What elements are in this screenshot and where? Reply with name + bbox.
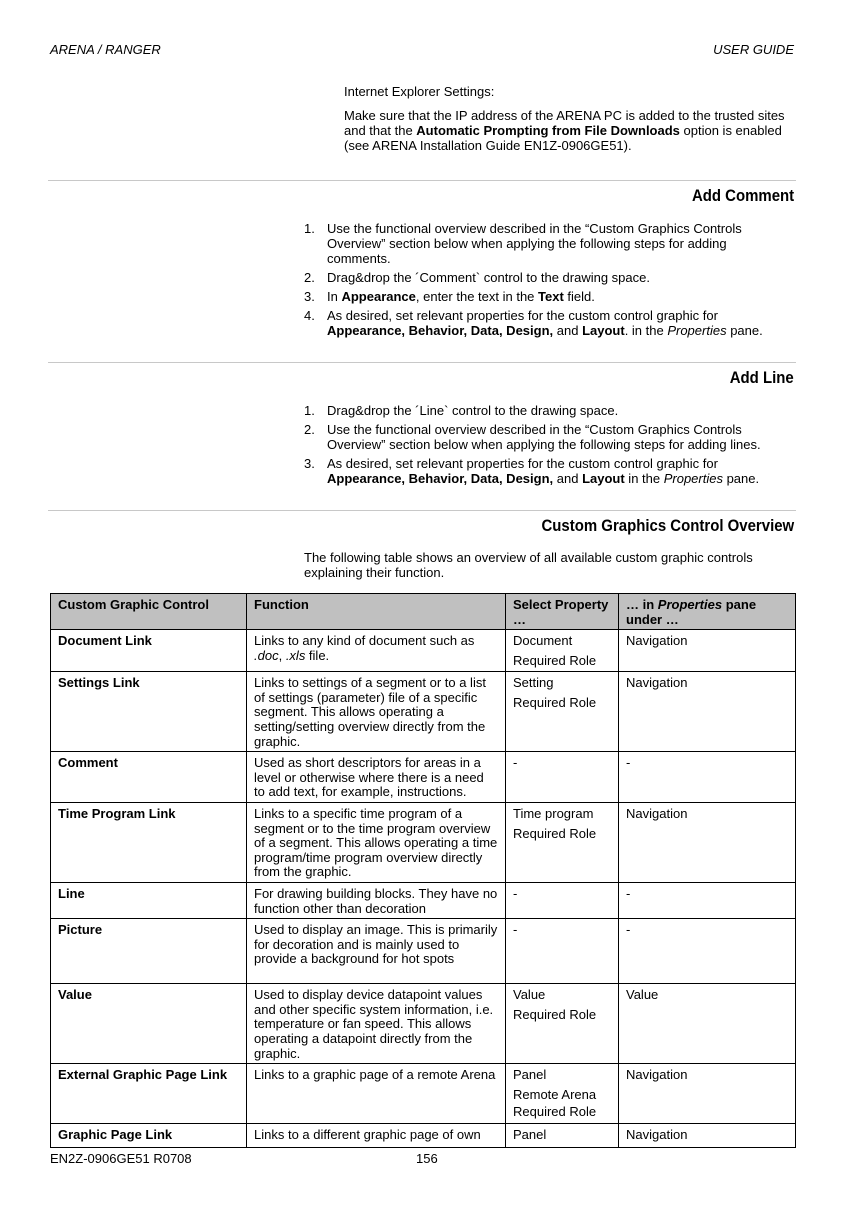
table-header-row [51, 594, 796, 630]
control-name-cell: Document Link [51, 630, 247, 672]
add-line-steps [304, 403, 784, 490]
select-property-cell [506, 672, 619, 752]
list-item: 1. Drag&drop the ´Line` control to the drawing space. [304, 403, 619, 418]
pane-cell: Navigation [619, 672, 796, 752]
control-name-cell: Picture [51, 919, 247, 984]
table-row [51, 1064, 796, 1124]
pane-cell: Value [619, 984, 796, 1064]
overview-intro: The following table shows an overview of all available custom graphic controls explaining their function. [304, 550, 753, 580]
function-cell: Used to display device datapoint values and other specific system information, i.e. temperature or fan speed. This allows operating a datapoint directly from the graphic. [247, 984, 506, 1064]
section-title-add-comment: Add Comment [691, 186, 794, 205]
section-title-overview: Custom Graphics Control Overview [541, 516, 794, 535]
property-name: Remote Arena [513, 1086, 597, 1102]
property-name: - [513, 755, 518, 771]
pane-cell: - [619, 883, 796, 919]
pane-cell: Navigation [619, 803, 796, 883]
control-name-cell: Line [51, 883, 247, 919]
table-row [51, 1123, 796, 1148]
property-name: - [513, 886, 518, 902]
pane-cell: Navigation [619, 630, 796, 672]
function-cell: Links to a different graphic page of own [247, 1123, 506, 1148]
property-name: Time program [513, 806, 594, 822]
control-name-cell: Comment [51, 752, 247, 803]
property-name: Setting [513, 675, 554, 691]
property-name: Value [513, 987, 546, 1003]
select-property-cell [506, 1064, 619, 1124]
ie-settings-text: Make sure that the IP address of the ARENA PC is added to the trusted sites and that the Automatic Prompting from File Downloads option is enabled (see ARENA Installation Guide EN1Z-0906GE51). [344, 108, 785, 153]
table-row [51, 883, 796, 919]
property-name: - [513, 922, 518, 938]
section-divider [48, 510, 796, 511]
list-item: 3. In Appearance, enter the text in the Text field. [304, 289, 595, 304]
table-row [51, 919, 796, 984]
property-name: Required Role [513, 1104, 597, 1120]
list-item: 3. As desired, set relevant properties for the custom control graphic for Appearance, Behavior, Data, Design, and Layout in the Properties pane. [304, 456, 760, 486]
function-cell: Links to any kind of document such as .doc, .xls file. [247, 630, 506, 672]
control-name-cell: Time Program Link [51, 803, 247, 883]
custom-graphics-control-table [50, 593, 796, 1148]
section-divider [48, 180, 796, 181]
table-row [51, 752, 796, 803]
select-property-cell [506, 883, 619, 919]
column-header-pane: … in Properties pane under … [619, 594, 796, 630]
section-divider [48, 362, 796, 363]
pane-cell: - [619, 752, 796, 803]
pane-cell: Navigation [619, 1123, 796, 1148]
function-cell: Links to settings of a segment or to a list of settings (parameter) file of a specific segment. This allows operating a setting/setting overview directly from the graphic. [247, 672, 506, 752]
section-title-add-line: Add Line [730, 368, 794, 387]
list-item: 2. Use the functional overview described in the “Custom Graphics Controls Overview” section below when applying the following steps for adding lines. [304, 422, 761, 452]
property-name: Required Role [513, 1006, 597, 1022]
running-header-left: ARENA / RANGER [50, 42, 161, 57]
function-cell: For drawing building blocks. They have no function other than decoration [247, 883, 506, 919]
property-name: Panel [513, 1067, 547, 1083]
table-row [51, 672, 796, 752]
property-name: Required Role [513, 694, 597, 710]
property-name: Required Role [513, 652, 597, 668]
pane-cell: Navigation [619, 1064, 796, 1124]
property-name: Panel [513, 1126, 547, 1142]
table-row [51, 984, 796, 1064]
column-header-control: Custom Graphic Control [51, 594, 247, 630]
footer-page-number: 156 [416, 1151, 438, 1166]
list-item: 4. As desired, set relevant properties for the custom control graphic for Appearance, Behavior, Data, Design, and Layout. in the Properties pane. [304, 308, 763, 338]
property-name: Required Role [513, 825, 597, 841]
function-cell: Used to display an image. This is primarily for decoration and is mainly used to provide a background for hot spots [247, 919, 506, 984]
ie-settings-title: Internet Explorer Settings: [344, 84, 495, 99]
table-row [51, 803, 796, 883]
table-row [51, 630, 796, 672]
control-name-cell: Value [51, 984, 247, 1064]
control-name-cell: External Graphic Page Link [51, 1064, 247, 1124]
column-header-function: Function [247, 594, 506, 630]
column-header-select-property: Select Property … [506, 594, 619, 630]
function-cell: Links to a graphic page of a remote Arena [247, 1064, 506, 1124]
select-property-cell [506, 919, 619, 984]
select-property-cell [506, 984, 619, 1064]
select-property-cell [506, 752, 619, 803]
footer-document-id: EN2Z-0906GE51 R0708 [50, 1151, 192, 1166]
running-header-right: USER GUIDE [713, 42, 794, 57]
select-property-cell [506, 630, 619, 672]
property-name: Document [513, 633, 573, 649]
pane-cell: - [619, 919, 796, 984]
list-item: 2. Drag&drop the ´Comment` control to the drawing space. [304, 270, 650, 285]
function-cell: Used as short descriptors for areas in a level or otherwise where there is a need to add text, for example, instructions. [247, 752, 506, 803]
select-property-cell [506, 803, 619, 883]
list-item: 1. Use the functional overview described in the “Custom Graphics Controls Overview” section below when applying the following steps for adding comments. [304, 221, 742, 266]
control-name-cell: Graphic Page Link [51, 1123, 247, 1148]
function-cell: Links to a specific time program of a segment or to the time program overview of a segment. This allows operating a time program/time program overview directly from the graphic. [247, 803, 506, 883]
control-name-cell: Settings Link [51, 672, 247, 752]
select-property-cell [506, 1123, 619, 1148]
add-comment-steps [304, 221, 784, 342]
